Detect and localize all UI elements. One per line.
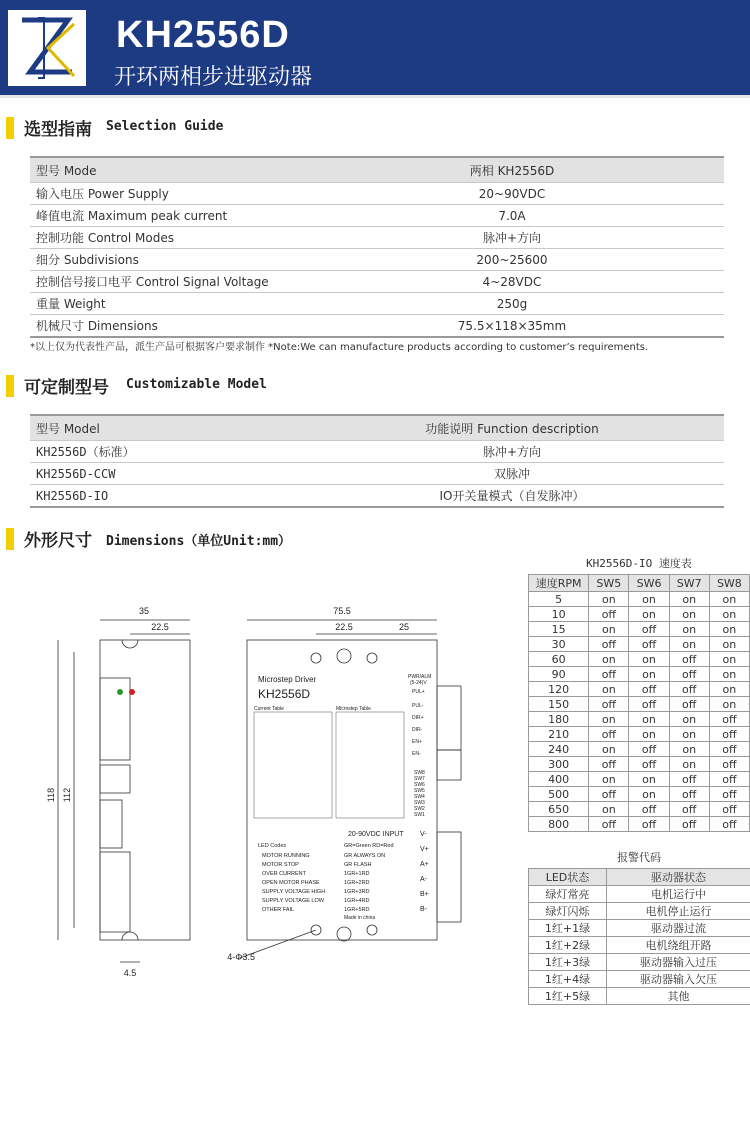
table-cell: off (669, 682, 709, 697)
table-cell: off (709, 787, 749, 802)
led-code-value: 1GR+4RD (344, 898, 370, 904)
section-title-cn: 可定制型号 (24, 378, 109, 398)
alarm-connector (100, 765, 130, 793)
spec-label: 重量 Weight (30, 293, 300, 315)
table-cell: 驱动器输入过压 (607, 954, 750, 971)
table-cell: off (669, 817, 709, 832)
led-code-label: MOTOR STOP (262, 862, 299, 868)
header-divider (0, 95, 750, 98)
table-header-cell: 驱动器状态 (607, 869, 750, 886)
table-cell: on (669, 727, 709, 742)
section-title-en: Selection Guide (106, 119, 224, 134)
led-code-label: SUPPLY VOLTAGE HIGH (262, 889, 326, 895)
side-view-body (100, 640, 190, 940)
terminal-label: B- (420, 906, 427, 913)
table-row (529, 802, 750, 817)
alarm-table-title: 报警代码 (617, 851, 661, 864)
terminal-label: A- (420, 876, 427, 883)
table-cell: off (589, 697, 629, 712)
table-cell: off (589, 727, 629, 742)
table-cell: on (669, 742, 709, 757)
table-cell: 210 (529, 727, 589, 742)
table-row (529, 988, 750, 1005)
table-cell: off (669, 667, 709, 682)
model-function: 脉冲+方向 (300, 441, 724, 463)
table-row (529, 772, 750, 787)
led-code-value: 1GR+3RD (344, 889, 370, 895)
table-row (529, 607, 750, 622)
customization-note: *以上仅为代表性产品，派生产品可根据客户要求制作 *Note:We can manufacture products according to customer’s requirements. (30, 342, 649, 353)
table-cell: 150 (529, 697, 589, 712)
table-cell: off (629, 817, 669, 832)
table-cell: 绿灯常亮 (529, 886, 607, 903)
table-cell: off (709, 817, 749, 832)
table-cell: on (669, 607, 709, 622)
table-cell: on (589, 592, 629, 607)
led-code-label: OTHER FAIL (262, 907, 295, 913)
terminal-label: DIR+ (412, 715, 424, 721)
table-cell: on (589, 622, 629, 637)
switch-label: SW6 (414, 782, 425, 788)
table-cell: off (629, 682, 669, 697)
table-cell: on (589, 712, 629, 727)
table-cell: on (589, 682, 629, 697)
table-cell: 驱动器过流 (607, 920, 750, 937)
terminal-label: PUL- (412, 703, 424, 709)
table-cell: on (589, 652, 629, 667)
table-cell: off (709, 802, 749, 817)
switch-label: SW3 (414, 800, 425, 806)
table-cell: 1红+2绿 (529, 937, 607, 954)
table-header-cell: 两相 KH2556D (300, 157, 724, 183)
table-cell: off (709, 757, 749, 772)
dim-112: 112 (62, 787, 72, 803)
table-row (529, 954, 750, 971)
table-cell: off (709, 772, 749, 787)
spec-label: 峰值电流 Maximum peak current (30, 205, 300, 227)
section-title-cn: 选型指南 (24, 120, 92, 140)
table-cell: off (589, 607, 629, 622)
switch-label: SW5 (414, 788, 425, 794)
table-cell: 300 (529, 757, 589, 772)
table-cell: on (709, 607, 749, 622)
table-cell: 120 (529, 682, 589, 697)
switch-label: SW1 (414, 812, 425, 818)
led-code-label: OVER CURRENT (262, 871, 307, 877)
table-cell: 30 (529, 637, 589, 652)
table-cell: off (589, 667, 629, 682)
table-cell: on (669, 757, 709, 772)
mount-notch (122, 640, 138, 648)
table-row (529, 622, 750, 637)
table-row (529, 667, 750, 682)
spec-label: 输入电压 Power Supply (30, 183, 300, 205)
table-header-cell: 型号 Model (30, 415, 300, 441)
dim-118: 118 (46, 787, 56, 803)
mount-slot (337, 927, 351, 941)
led-code-value: GR FLASH (344, 862, 372, 868)
table-row (30, 463, 724, 485)
table-cell: 绿灯闪烁 (529, 903, 607, 920)
table-cell: 240 (529, 742, 589, 757)
terminal-label: V+ (420, 846, 429, 853)
front-power-terminal (437, 832, 461, 922)
spec-label: 机械尺寸 Dimensions (30, 315, 300, 338)
spec-value: 200~25600 (300, 249, 724, 271)
table-cell: on (669, 712, 709, 727)
table-header-cell: SW5 (589, 575, 629, 592)
terminal-label: A+ (420, 861, 429, 868)
table-cell: off (589, 787, 629, 802)
led-codes-label: LED Codes (258, 843, 287, 849)
table-cell: 650 (529, 802, 589, 817)
table-row (529, 920, 750, 937)
table-row (30, 183, 724, 205)
microstep-table-label: Microstep Table (336, 706, 371, 712)
led-code-label: SUPPLY VOLTAGE LOW (262, 898, 324, 904)
table-cell: 1红+1绿 (529, 920, 607, 937)
table-row (529, 592, 750, 607)
table-cell: on (629, 607, 669, 622)
table-cell: off (589, 817, 629, 832)
table-cell: off (629, 757, 669, 772)
table-cell: on (709, 652, 749, 667)
table-row (529, 712, 750, 727)
section-title-en: Customizable Model (126, 377, 267, 392)
model-name: KH2556D-IO (30, 485, 300, 508)
table-cell: off (669, 787, 709, 802)
table-cell: off (709, 712, 749, 727)
table-cell: 1红+4绿 (529, 971, 607, 988)
terminal-label: EN+ (412, 739, 422, 745)
table-row (529, 697, 750, 712)
table-cell: on (709, 592, 749, 607)
table-row (529, 727, 750, 742)
table-cell: on (589, 802, 629, 817)
table-row (30, 315, 724, 338)
switch-label: SW2 (414, 806, 425, 812)
current-table-label: Current Table (254, 706, 284, 712)
table-row (30, 227, 724, 249)
table-cell: off (629, 802, 669, 817)
table-cell: on (629, 772, 669, 787)
table-row (529, 652, 750, 667)
table-header-cell: SW8 (709, 575, 749, 592)
table-header-cell: 速度RPM (529, 575, 589, 592)
table-cell: off (629, 622, 669, 637)
table-row (529, 787, 750, 802)
current-table-grid (254, 712, 332, 818)
table-cell: 驱动器输入欠压 (607, 971, 750, 988)
table-row (30, 293, 724, 315)
spec-value: 250g (300, 293, 724, 315)
table-cell: 电机停止运行 (607, 903, 750, 920)
dim-22-5: 22.5 (151, 622, 169, 632)
signal-connector (100, 678, 130, 760)
table-cell: 180 (529, 712, 589, 727)
section-marker (6, 375, 14, 397)
table-cell: 电机绕组开路 (607, 937, 750, 954)
table-cell: off (629, 637, 669, 652)
table-cell: 电机运行中 (607, 886, 750, 903)
speed-table-title: KH2556D-IO 速度表 (586, 557, 692, 570)
alarm-table (528, 868, 750, 1005)
table-row (30, 485, 724, 508)
led-code-value: 1GR+5RD (344, 907, 370, 913)
table-cell: on (669, 622, 709, 637)
mount-hole (367, 925, 377, 935)
table-row (529, 971, 750, 988)
made-in-label: Made in china (344, 915, 376, 921)
mount-notch (122, 932, 138, 940)
red-led (129, 689, 135, 695)
switch-label: SW8 (414, 770, 425, 776)
table-cell: on (629, 667, 669, 682)
led-code-label: MOTOR RUNNING (262, 853, 310, 859)
table-cell: off (589, 757, 629, 772)
dim-75-5: 75.5 (333, 606, 351, 616)
terminal-label: PUL+ (412, 689, 425, 695)
table-row (529, 682, 750, 697)
table-cell: 60 (529, 652, 589, 667)
led-code-value: 1GR+2RD (344, 880, 370, 886)
table-cell: 10 (529, 607, 589, 622)
dim-hole: 4-Φ3.5 (227, 952, 255, 962)
table-header-row (529, 869, 750, 886)
table-cell: on (629, 592, 669, 607)
led-legend: GR=Green RD=Red (344, 843, 394, 849)
table-cell: off (669, 772, 709, 787)
dim-4-5: 4.5 (123, 968, 137, 978)
table-cell: on (629, 787, 669, 802)
table-cell: 90 (529, 667, 589, 682)
section-marker (6, 528, 14, 550)
table-cell: off (709, 727, 749, 742)
table-header-cell: SW6 (629, 575, 669, 592)
table-cell: on (669, 592, 709, 607)
section-title-cn: 外形尺寸 (24, 531, 92, 551)
spec-value: 4~28VDC (300, 271, 724, 293)
table-cell: on (709, 622, 749, 637)
dim-35: 35 (138, 606, 150, 616)
table-cell: off (709, 742, 749, 757)
table-cell: on (709, 697, 749, 712)
table-row (30, 249, 724, 271)
table-cell: off (589, 637, 629, 652)
model-name: KH2556D（标准） (30, 441, 300, 463)
table-cell: 500 (529, 787, 589, 802)
table-cell: on (589, 772, 629, 787)
input-voltage-label: 20-90VDC INPUT (348, 831, 404, 838)
table-cell: on (629, 727, 669, 742)
table-row (529, 817, 750, 832)
product-model-title: KH2556D (116, 14, 290, 56)
front-view-body (247, 640, 437, 940)
pwr-voltage-label: (5-24)V (410, 680, 427, 686)
table-row (529, 903, 750, 920)
dip-switch (100, 800, 122, 848)
spec-value: 7.0A (300, 205, 724, 227)
table-row (529, 637, 750, 652)
dim-22-5-front: 22.5 (335, 622, 353, 632)
terminal-label: B+ (420, 891, 429, 898)
mount-slot (337, 649, 351, 663)
table-cell: on (589, 742, 629, 757)
spec-label: 控制信号接口电平 Control Signal Voltage (30, 271, 300, 293)
dim-25: 25 (398, 622, 410, 632)
table-cell: off (629, 742, 669, 757)
product-subtitle: 开环两相步进驱动器 (114, 65, 313, 90)
table-cell: 800 (529, 817, 589, 832)
front-model: KH2556D (258, 687, 311, 701)
table-row (30, 205, 724, 227)
power-connector (100, 852, 130, 932)
microstep-table-grid (336, 712, 404, 818)
led-code-value: 1GR+1RD (344, 871, 370, 877)
terminal-label: EN- (412, 751, 421, 757)
table-header-cell: 型号 Mode (30, 157, 300, 183)
pwr-alm-label: PWR/ALM (408, 674, 432, 680)
table-header-cell: 功能说明 Function description (300, 415, 724, 441)
table-cell: 1红+3绿 (529, 954, 607, 971)
led-code-value: GR ALWAYS ON (344, 853, 386, 859)
switch-label: SW4 (414, 794, 425, 800)
table-row (30, 271, 724, 293)
header-banner (0, 0, 750, 95)
table-cell: 5 (529, 592, 589, 607)
table-header-cell: LED状态 (529, 869, 607, 886)
spec-value: 20~90VDC (300, 183, 724, 205)
brand-logo (8, 10, 86, 86)
terminal-label: V- (420, 831, 427, 838)
table-cell: on (709, 667, 749, 682)
table-cell: on (629, 712, 669, 727)
table-header-row (30, 415, 724, 441)
mount-hole (311, 653, 321, 663)
table-cell: off (669, 802, 709, 817)
speed-table (528, 574, 750, 832)
green-led (117, 689, 123, 695)
table-cell: on (629, 652, 669, 667)
table-cell: 其他 (607, 988, 750, 1005)
table-cell: off (669, 697, 709, 712)
table-row (529, 937, 750, 954)
section-marker (6, 117, 14, 139)
table-cell: on (709, 637, 749, 652)
table-row (529, 742, 750, 757)
table-header-row (529, 575, 750, 592)
spec-value: 75.5×118×35mm (300, 315, 724, 338)
dimension-drawing (40, 590, 480, 990)
selection-table (30, 156, 724, 338)
table-cell: off (629, 697, 669, 712)
table-cell: 15 (529, 622, 589, 637)
table-cell: on (669, 637, 709, 652)
table-row (529, 886, 750, 903)
model-function: IO开关量模式（自发脉冲） (300, 485, 724, 508)
table-header-row (30, 157, 724, 183)
section-title-en: Dimensions（单位Unit:mm） (106, 534, 292, 549)
spec-label: 细分 Subdivisions (30, 249, 300, 271)
spec-value: 脉冲+方向 (300, 227, 724, 249)
front-signal-terminal (437, 686, 461, 750)
table-row (30, 441, 724, 463)
table-cell: 400 (529, 772, 589, 787)
terminal-label: DIR- (412, 727, 423, 733)
custom-model-table (30, 414, 724, 508)
mount-hole (367, 653, 377, 663)
table-cell: off (669, 652, 709, 667)
switch-label: SW7 (414, 776, 425, 782)
front-title: Microstep Driver (258, 675, 317, 684)
model-function: 双脉冲 (300, 463, 724, 485)
model-name: KH2556D-CCW (30, 463, 300, 485)
spec-label: 控制功能 Control Modes (30, 227, 300, 249)
table-cell: 1红+5绿 (529, 988, 607, 1005)
front-alarm-terminal (437, 750, 461, 780)
table-row (529, 757, 750, 772)
table-cell: on (709, 682, 749, 697)
led-code-label: OPEN MOTOR PHASE (262, 880, 320, 886)
table-header-cell: SW7 (669, 575, 709, 592)
